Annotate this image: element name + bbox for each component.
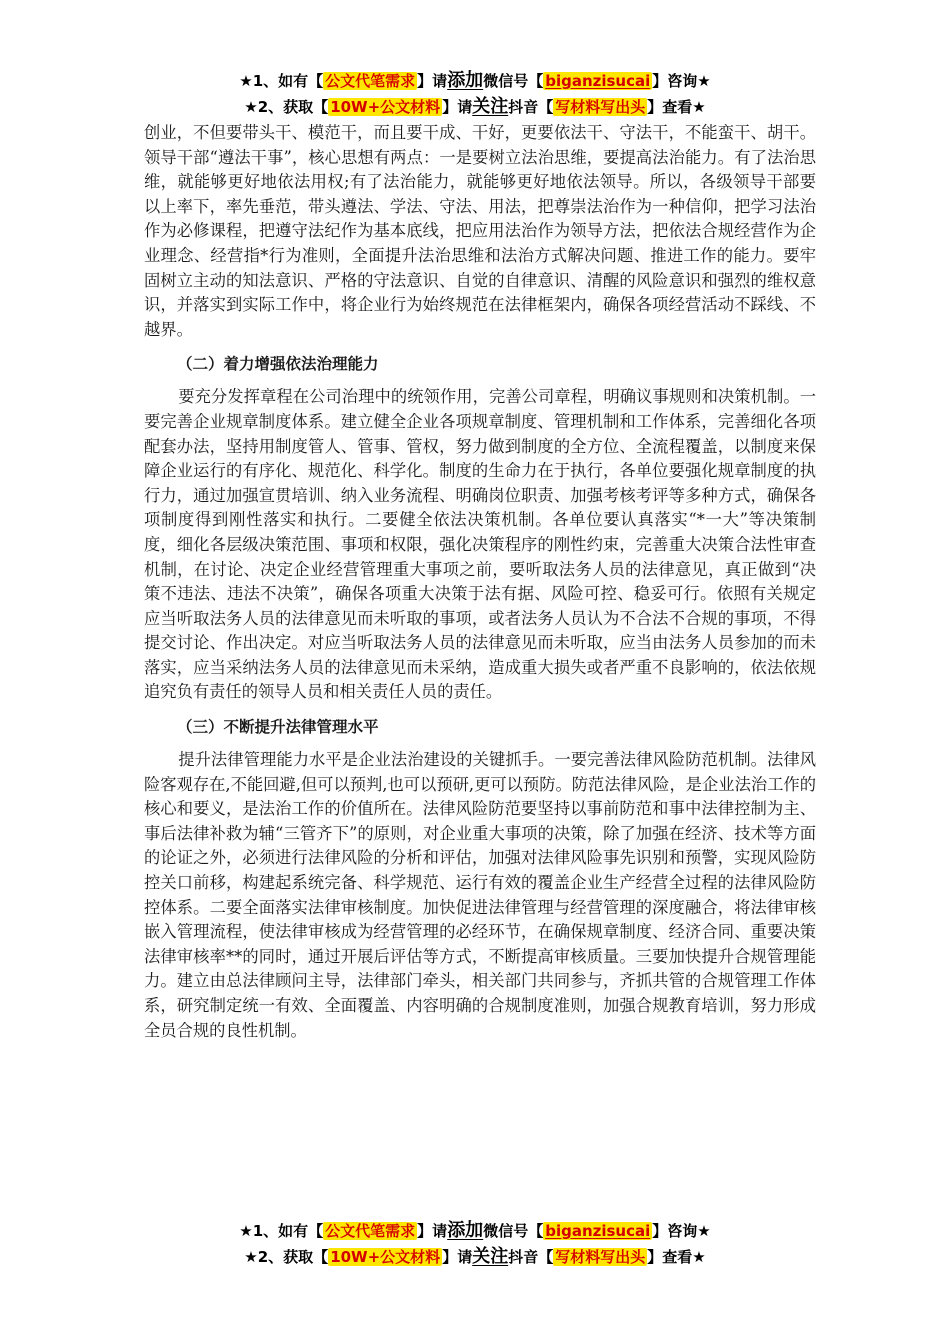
banner-text: 微信号【 (483, 72, 544, 90)
banner-text: 抖音【 (508, 98, 554, 116)
top-banner (0, 68, 950, 120)
banner-text: 】查看★ (647, 1248, 706, 1266)
banner-text: 抖音【 (508, 1248, 554, 1266)
banner-text: ★2、获取【 (244, 98, 329, 116)
banner-line-1 (0, 1218, 950, 1244)
wechat-id-link[interactable]: biganzisucai (545, 1222, 651, 1240)
banner-highlight: 10W+公文材料 (330, 98, 441, 116)
banner-highlight: 公文代笔需求 (325, 1222, 416, 1240)
banner-line-2 (0, 1244, 950, 1270)
banner-emphasis: 添加 (447, 70, 484, 91)
banner-text: 】请 (442, 98, 473, 116)
banner-emphasis: 添加 (447, 1220, 484, 1241)
banner-line-1 (0, 68, 950, 94)
section-heading-3: （三）不断提升法律管理水平 (177, 718, 379, 737)
bottom-banner (0, 1218, 950, 1270)
banner-highlight: 公文代笔需求 (325, 72, 416, 90)
banner-text: 微信号【 (483, 1222, 544, 1240)
banner-text: ★1、如有【 (239, 1222, 324, 1240)
banner-emphasis: 关注 (472, 1246, 509, 1267)
banner-text: 】请 (442, 1248, 473, 1266)
banner-text: ★1、如有【 (239, 72, 324, 90)
banner-emphasis: 关注 (472, 96, 509, 117)
paragraph-2: 要充分发挥章程在公司治理中的统领作用，完善公司章程，明确议事规则和决策机制。一要完善企业规章制度体系。建立健全企业各项规章制度、管理机制和工作体系，完善细化各项配套办法，坚持用制度管人、管事、管权，努力做到制度的全方位、全流程覆盖，以制度来保障企业运行的有序化、规范化、科学化。制度的生命力在于执行，各单位要强化规章制度的执行力，通过加强宣贯培训、纳入业务流程、明确岗位职责、加强考核考评等多种方式，确保各项制度得到刚性落实和执行。二要健全依法决策机制。各单位要认真落实“*一大”等决策制度，细化各层级决策范围、事项和权限，强化决策程序的刚性约束，完善重大决策合法性审查机制，在讨论、决定企业经营管理重大事项之前，要听取法务人员的法律意见，真正做到“决策不违法、违法不决策”，确保各项重大决策于法有据、风险可控、稳妥可行。依照有关规定应当听取法务人员的法律意见而未听取的事项，或者法务人员认为不合法不合规的事项，不得提交讨论、作出决定。对应当听取法务人员的法律意见而未听取，应当由法务人员参加的而未落实，应当采纳法务人员的法律意见而未采纳，造成重大损失或者严重不良影响的，依法依规追究负有责任的领导人员和相关责任人员的责任。 (144, 387, 816, 702)
banner-text: 】请 (417, 72, 448, 90)
paragraph-3: 提升法律管理能力水平是企业法治建设的关键抓手。一要完善法律风险防范机制。法律风险客观存在,不能回避,但可以预判,也可以预研,更可以预防。防范法律风险，是企业法治工作的核心和要义，是法治工作的价值所在。法律风险防范要坚持以事前防范和事中法律控制为主、事后法律补救为辅“三管齐下”的原则，对企业重大事项的决策，除了加强在经济、技术等方面的论证之外，必须进行法律风险的分析和评估，加强对法律风险事先识别和预警，实现风险防控关口前移，构建起系统完备、科学规范、运行有效的覆盖企业生产经营全过程的法律风险防控体系。二要全面落实法律审核制度。加快促进法律管理与经营管理的深度融合，将法律审核嵌入管理流程，使法律审核成为经营管理的必经环节，在确保规章制度、经济合同、重要决策法律审核率**的同时，通过开展后评估等方式，不断提高审核质量。三要加快提升合规管理能力。建立由总法律顾问主导，法律部门牵头，相关部门共同参与，齐抓共管的合规管理工作体系，研究制定统一有效、全面覆盖、内容明确的合规制度准则，加强合规教育培训，努力形成全员合规的良性机制。 (144, 750, 816, 1040)
wechat-id-link[interactable]: biganzisucai (545, 72, 651, 90)
banner-text: ★2、获取【 (244, 1248, 329, 1266)
banner-text: 】咨询★ (652, 72, 711, 90)
section-heading-2: （二）着力增强依法治理能力 (177, 355, 379, 374)
banner-text: 】查看★ (647, 98, 706, 116)
banner-highlight: 10W+公文材料 (330, 1248, 441, 1266)
douyin-account-highlight: 写材料写出头 (555, 98, 646, 116)
document-body (144, 121, 816, 1043)
douyin-account-highlight: 写材料写出头 (555, 1248, 646, 1266)
paragraph-1: 创业，不但要带头干、模范干，而且要干成、干好，更要依法干、守法干，不能蛮干、胡干。领导干部“遵法干事”，核心思想有两点：一是要树立法治思维，要提高法治能力。有了法治思维，就能够更好地依法用权;有了法治能力，就能够更好地依法领导。所以，各级领导干部要以上率下，率先垂范，带头遵法、学法、守法、用法，把尊崇法治作为一种信仰，把学习法治作为必修课程，把遵守法纪作为基本底线，把应用法治作为领导方法，把依法合规经营作为企业理念、经营指*行为准则，全面提升法治思维和法治方式解决问题、推进工作的能力。要牢固树立主动的知法意识、严格的守法意识、自觉的自律意识、清醒的风险意识和强烈的维权意识，并落实到实际工作中，将企业行为始终规范在法律框架内，确保各项经营活动不踩线、不越界。 (144, 123, 816, 339)
banner-line-2 (0, 94, 950, 120)
banner-text: 】请 (417, 1222, 448, 1240)
banner-text: 】咨询★ (652, 1222, 711, 1240)
